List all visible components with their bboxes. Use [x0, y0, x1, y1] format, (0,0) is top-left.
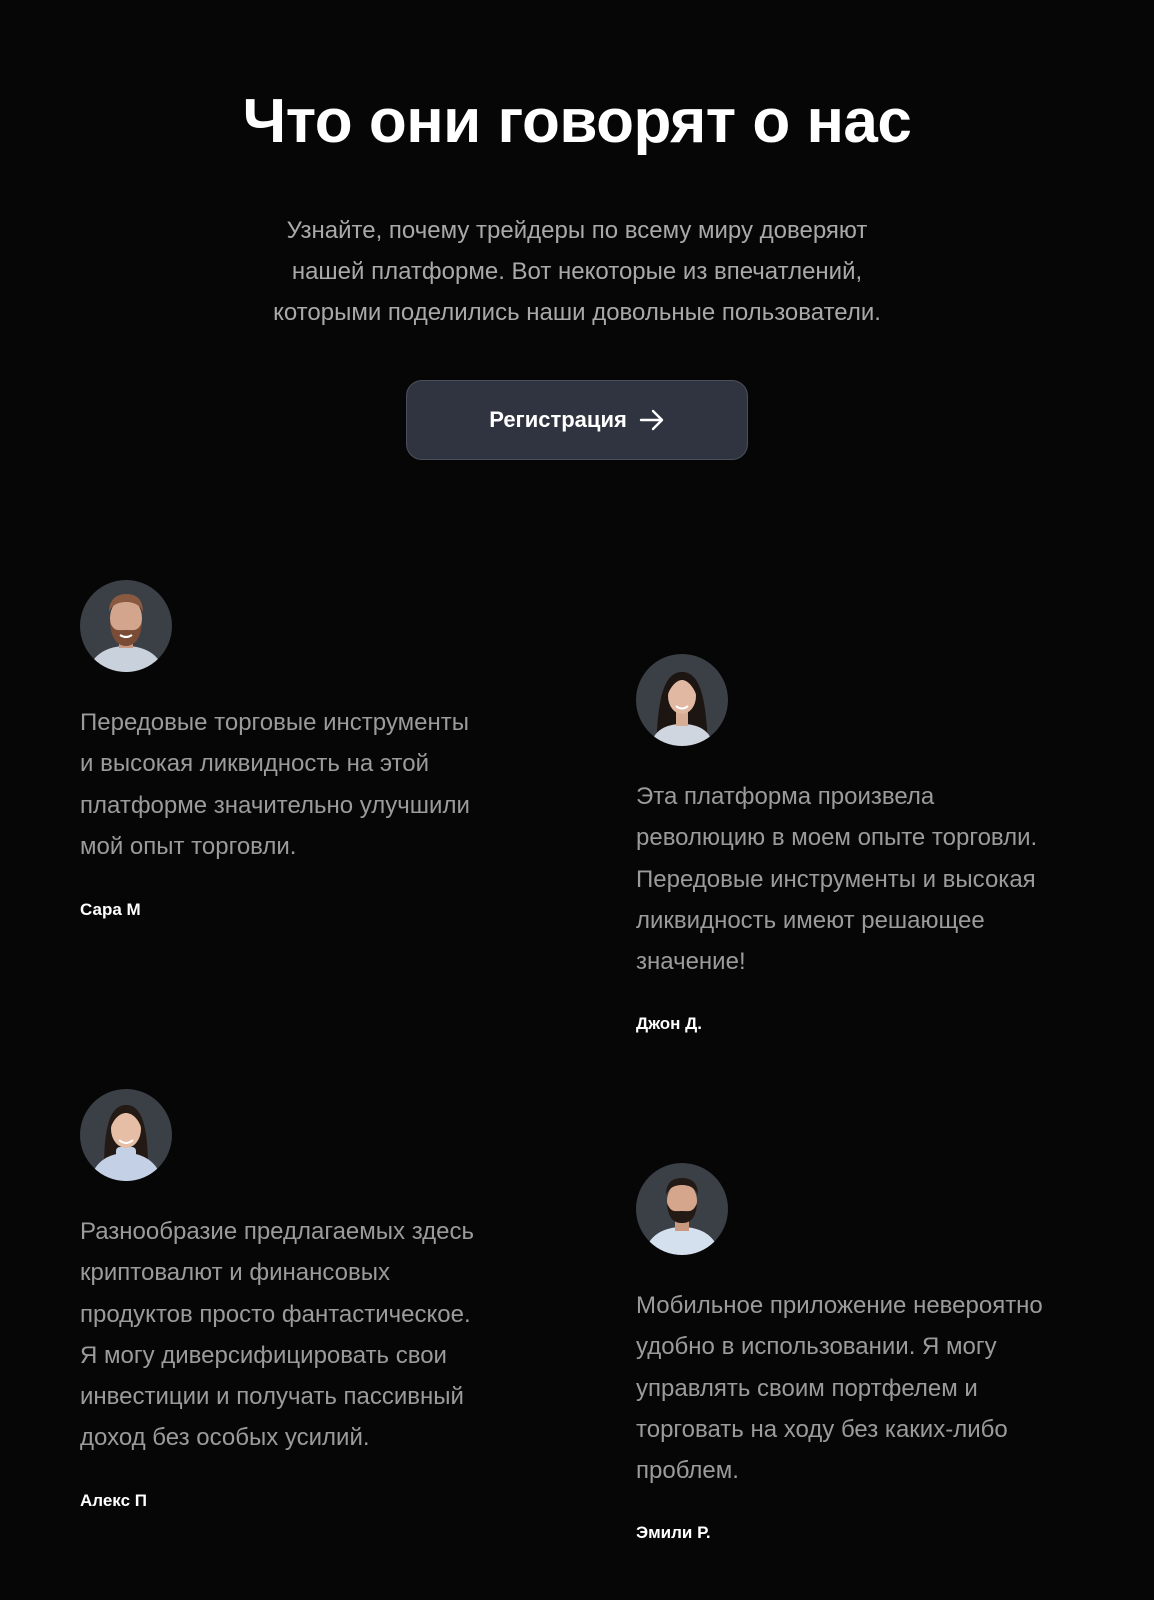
testimonial-author: Эмили Р. — [636, 1523, 711, 1542]
quote-line: революцию в моем опыте торговли. — [636, 824, 1038, 852]
man-beard-avatar — [80, 580, 172, 672]
testimonial-quote — [636, 1285, 1076, 1491]
quote-line: Передовые торговые инструменты — [80, 709, 469, 736]
page-title: Что они говорят о нас — [242, 87, 912, 156]
woman-long-hair-avatar — [636, 654, 728, 746]
quote-line: Эта платформа произвела — [636, 783, 935, 810]
testimonial-card — [636, 1163, 1076, 1543]
quote-line: Я могу диверсифицировать свои — [80, 1341, 447, 1369]
testimonial-quote — [636, 776, 1076, 982]
man-short-hair-avatar — [636, 1163, 728, 1255]
quote-line: криптовалют и финансовых — [80, 1259, 390, 1287]
page-subtitle — [227, 210, 927, 333]
quote-line: торговать на ходу без каких-либо — [636, 1415, 1008, 1443]
testimonial-author: Сара М — [80, 900, 141, 919]
quote-line: значение! — [636, 948, 746, 976]
testimonial-author: Алекс П — [80, 1491, 147, 1510]
register-button-label: Регистрация — [489, 407, 627, 432]
quote-line: инвестиции и получать пассивный — [80, 1383, 464, 1411]
quote-line: доход без особых усилий. — [80, 1424, 370, 1452]
subtitle-line: нашей платформе. Вот некоторые из впечатлений, — [291, 258, 863, 285]
quote-line: мой опыт торговли. — [80, 832, 297, 860]
arrow-right-icon — [639, 409, 665, 431]
testimonial-card — [80, 580, 520, 920]
quote-line: и высокая ликвидность на этой — [80, 750, 430, 778]
testimonial-quote — [80, 1211, 520, 1459]
quote-line: проблем. — [636, 1457, 739, 1485]
quote-line: управлять своим портфелем и — [636, 1374, 978, 1402]
subtitle-line: Узнайте, почему трейдеры по всему миру доверяют — [286, 217, 868, 244]
quote-line: ликвидность имеют решающее — [636, 906, 985, 934]
subtitle-line: которыми поделились наши довольные пользователи. — [273, 299, 881, 326]
testimonial-card — [80, 1089, 520, 1509]
testimonial-card — [636, 654, 1076, 1034]
testimonial-quote — [80, 702, 520, 867]
quote-line: Мобильное приложение невероятно — [636, 1292, 1043, 1319]
quote-line: удобно в использовании. Я могу — [636, 1333, 997, 1361]
woman-turtleneck-avatar — [80, 1089, 172, 1181]
quote-line: Передовые инструменты и высокая — [636, 865, 1036, 893]
quote-line: продуктов просто фантастическое. — [80, 1300, 471, 1328]
quote-line: платформе значительно улучшили — [80, 791, 470, 819]
quote-line: Разнообразие предлагаемых здесь — [80, 1218, 475, 1245]
testimonial-author: Джон Д. — [636, 1014, 702, 1033]
register-button[interactable] — [406, 380, 748, 460]
